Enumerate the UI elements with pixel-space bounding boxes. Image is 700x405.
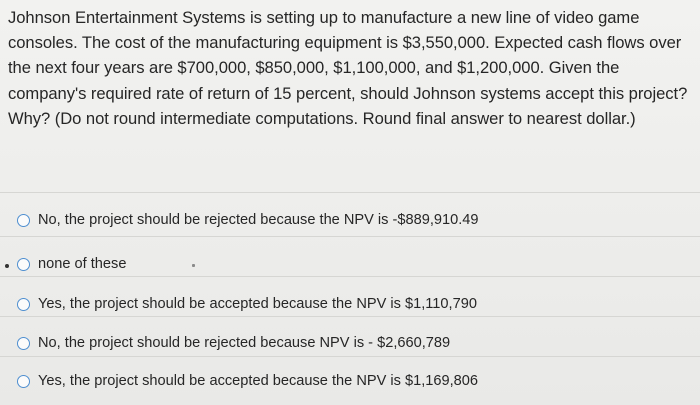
answer-option-4[interactable] [0, 316, 700, 356]
option-label-2[interactable]: none of these [38, 256, 127, 272]
answer-option-3[interactable] [0, 276, 700, 316]
option-divider [0, 276, 700, 277]
answer-option-1[interactable] [0, 192, 700, 232]
option-label-1[interactable]: No, the project should be rejected because the NPV is -$889,910.49 [38, 212, 479, 228]
answer-option-5[interactable] [0, 356, 700, 396]
option-divider [0, 236, 700, 237]
option-divider [0, 316, 700, 317]
option-label-4[interactable]: No, the project should be rejected because NPV is - $2,660,789 [38, 335, 451, 351]
option-label-3[interactable]: Yes, the project should be accepted because the NPV is $1,110,790 [38, 296, 477, 312]
selection-dot-icon [5, 264, 9, 268]
option-divider [0, 356, 700, 357]
option-label-5[interactable]: Yes, the project should be accepted because the NPV is $1,169,806 [38, 373, 479, 389]
answer-option-2[interactable] [0, 236, 700, 276]
radio-button-5[interactable] [17, 375, 30, 388]
radio-button-4[interactable] [17, 337, 30, 350]
option-divider [0, 192, 700, 193]
radio-button-1[interactable] [17, 214, 30, 227]
cursor-mark-icon [192, 264, 195, 267]
radio-button-2[interactable] [17, 258, 30, 271]
radio-button-3[interactable] [17, 298, 30, 311]
question-text: Johnson Entertainment Systems is setting up to manufacture a new line of video game consoles. The cost of the manufacturing equipment is $3,550,000. Expected cash flows over the next four years are $700,000, $850,000, $1,100,000, and $1,200,000. Given the company's required rate of return of 15 percent, should Johnson systems accept this project? Why? (Do not round intermediate computations. Round final answer to nearest dollar.) [8, 8, 688, 128]
